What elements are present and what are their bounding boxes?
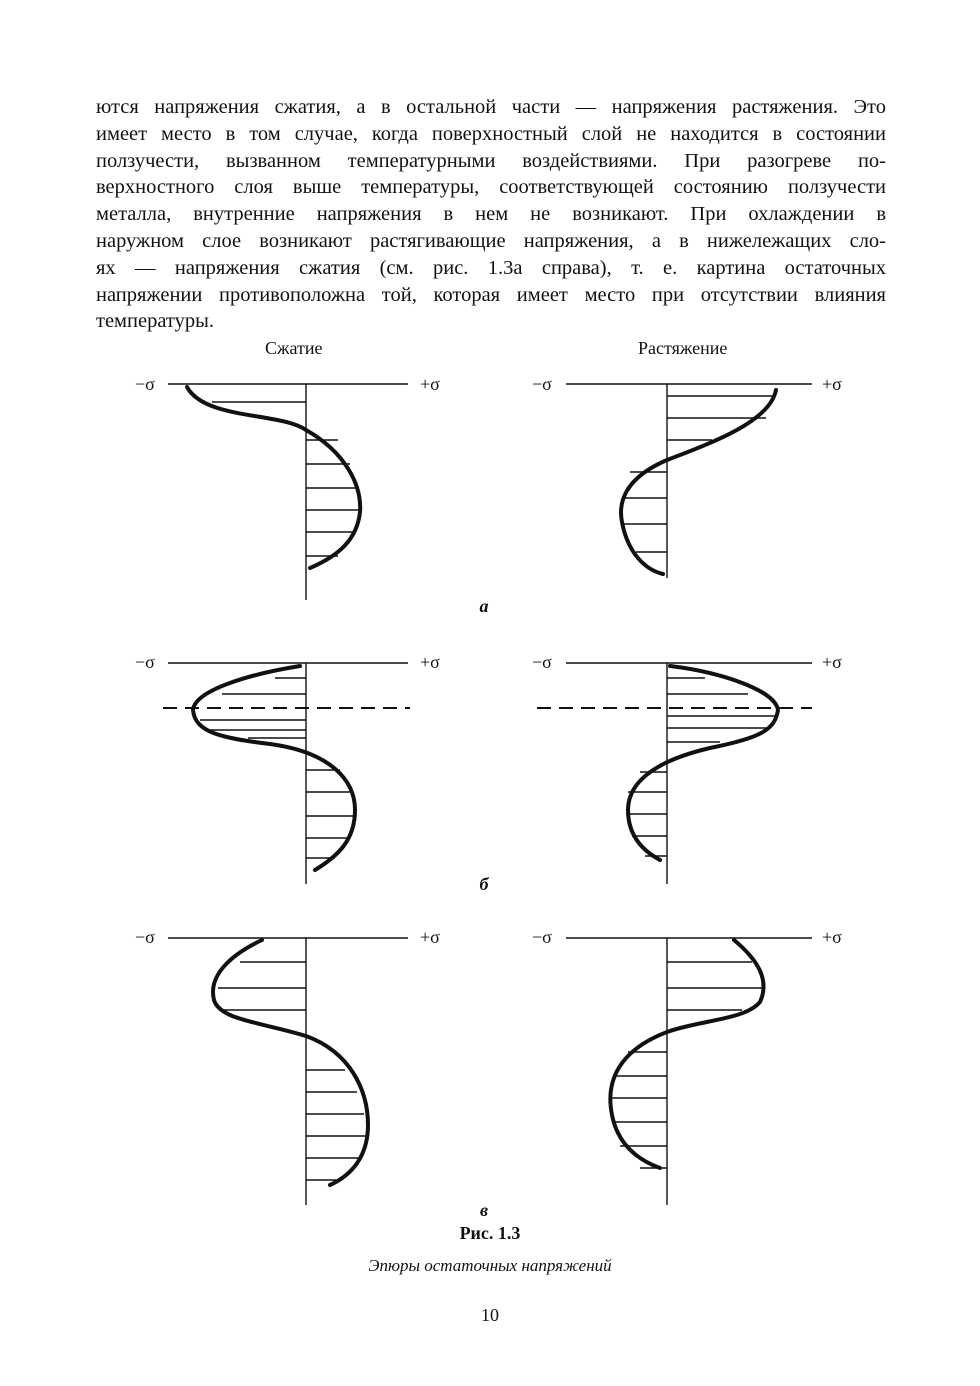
axis-label-minus: −σ — [532, 652, 552, 672]
axis-label-minus: −σ — [135, 927, 155, 947]
paragraph-line: ях — напряжения сжатия (см. рис. 1.3а справа), т. е. картина остаточных — [96, 256, 886, 279]
paragraph-line: имеет место в том случае, когда поверхностный слой не находится в состоянии — [96, 122, 886, 145]
paragraph-line: температуры. — [96, 310, 215, 333]
panel-c — [168, 938, 812, 1205]
figure-caption-text: Эпюры остаточных напряжений — [368, 1256, 612, 1275]
panel-a — [168, 384, 812, 600]
panel-b — [163, 663, 812, 884]
axis-label-minus: −σ — [135, 374, 155, 394]
paragraph-line: ются напряжения сжатия, а в остальной части — напряжения растяжения. Это — [96, 96, 886, 118]
subfigure-label-b: б — [479, 874, 489, 894]
axis-label-plus: +σ — [420, 374, 440, 394]
axis-label-minus: −σ — [532, 374, 552, 394]
column-heading-compression: Сжатие — [265, 338, 323, 358]
paragraph-line: верхностного слоя выше температуры, соответствующей состоянию ползучести — [96, 176, 886, 199]
page-number: 10 — [481, 1305, 499, 1325]
axis-label-plus: +σ — [822, 652, 842, 672]
paragraph-line: ползучести, вызванном температурными воздействиями. При разогреве по- — [96, 149, 886, 172]
axis-label-plus: +σ — [420, 927, 440, 947]
paragraph-line: напряжении противоположна той, которая имеет место при отсутствии влияния — [96, 283, 886, 306]
axis-label-minus: −σ — [135, 652, 155, 672]
stress-diagram-figure — [0, 360, 980, 1220]
axis-label-plus: +σ — [420, 652, 440, 672]
subfigure-label-a: а — [479, 596, 489, 616]
paragraph-line: наружном слое возникают растягивающие напряжения, а в нижележащих сло- — [96, 229, 886, 252]
axis-label-minus: −σ — [532, 927, 552, 947]
column-heading-tension: Растяжение — [638, 338, 728, 358]
subfigure-label-v: в — [479, 1200, 489, 1220]
axis-label-plus: +σ — [822, 927, 842, 947]
body-paragraph — [96, 94, 886, 335]
paragraph-line: металла, внутренние напряжения в нем не возникают. При охлаждении в — [96, 203, 886, 226]
figure-caption-title: Рис. 1.3 — [459, 1223, 521, 1243]
axis-label-plus: +σ — [822, 374, 842, 394]
